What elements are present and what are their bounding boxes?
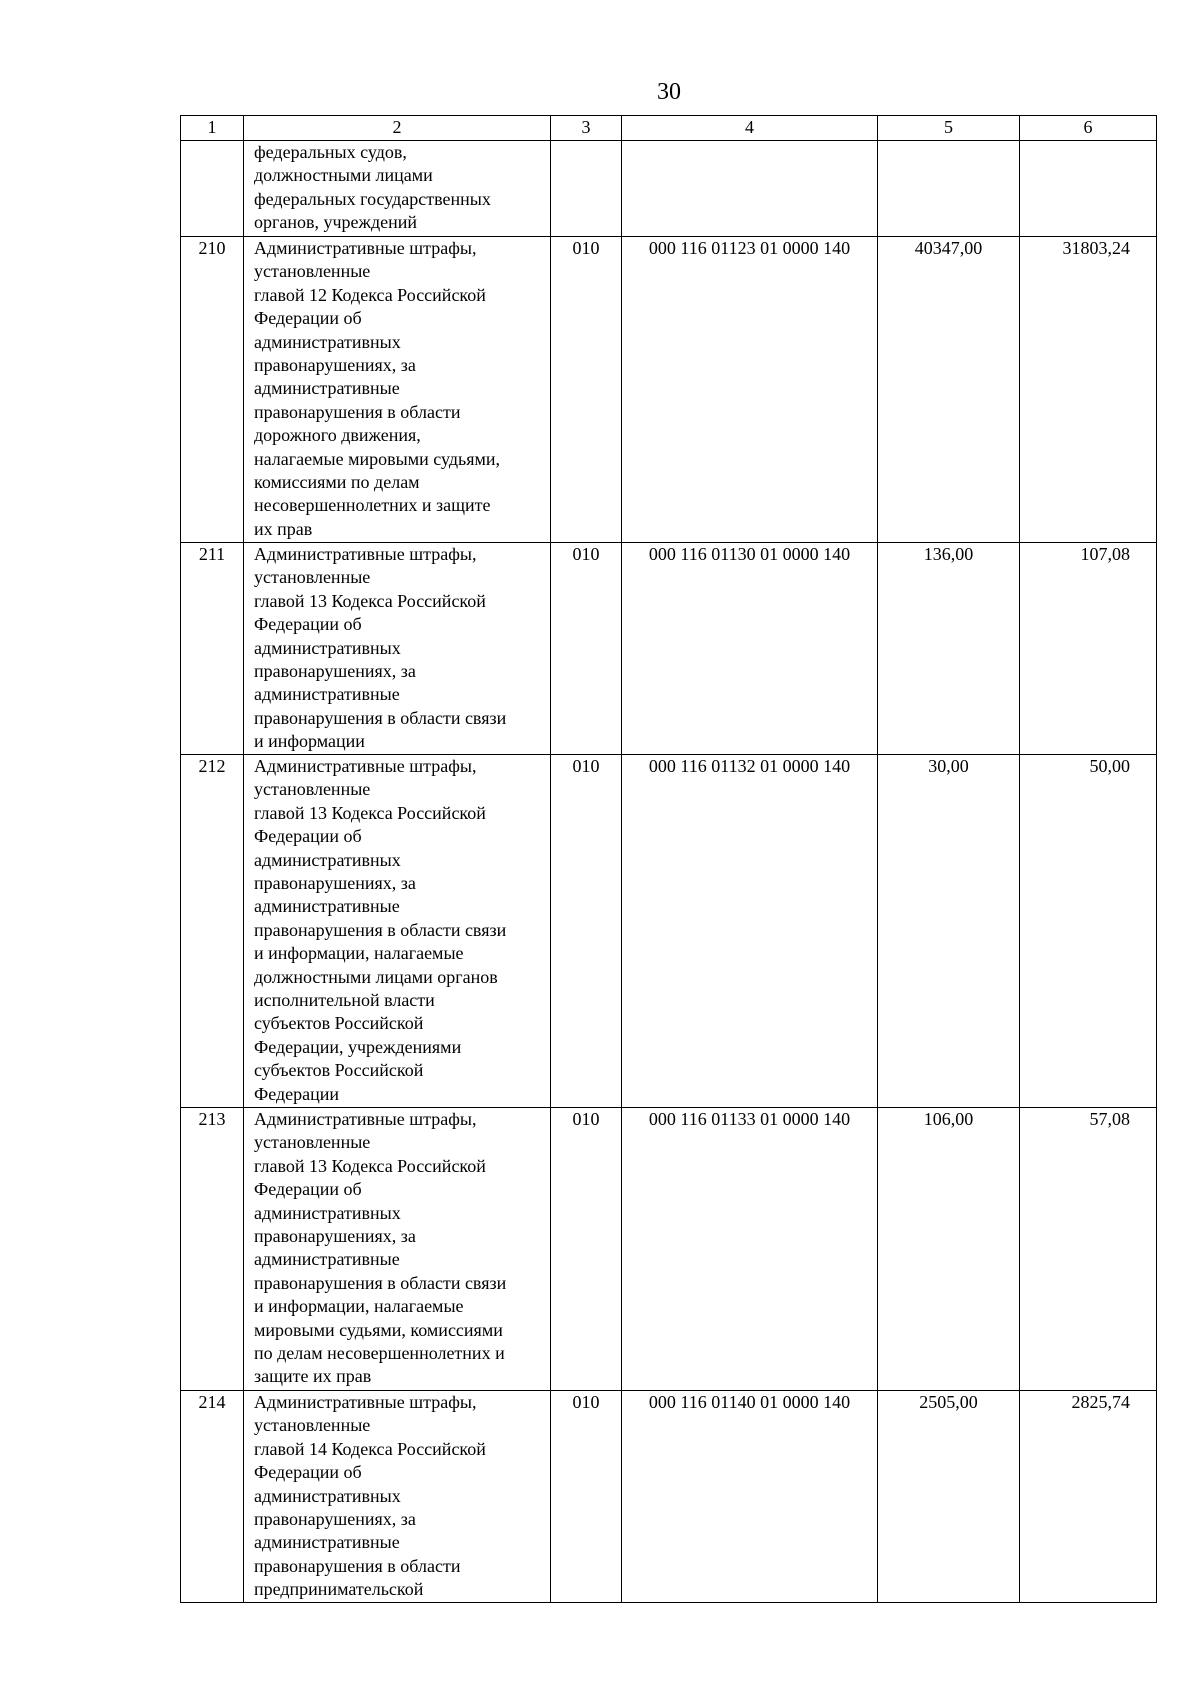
row-kbk: 000 116 01123 01 0000 140 [622, 237, 878, 543]
row-fact: 31803,24 [1020, 237, 1157, 543]
row-kbk: 000 116 01130 01 0000 140 [622, 543, 878, 755]
row-fact: 50,00 [1020, 755, 1157, 1108]
row-kbk: 000 116 01140 01 0000 140 [622, 1391, 878, 1603]
table-row [181, 755, 1157, 1108]
row-number: 211 [181, 543, 244, 755]
row-name: Административные штрафы, установленные главой 13 Кодекса Российской Федерации об административных правонарушениях, за административные правонарушения в области связи и информации, налагаемые должностными лицами органов исполнительной власти субъектов Российской Федерации, учреждениями субъектов Российской Федерации [244, 755, 551, 1108]
column-header: 2 [244, 116, 551, 141]
row-kbk: 000 116 01132 01 0000 140 [622, 755, 878, 1108]
row-name: Административные штрафы, установленные главой 13 Кодекса Российской Федерации об административных правонарушениях, за административные правонарушения в области связи и информации, налагаемые мировыми судьями, комиссиями по делам несовершеннолетних и защите их прав [244, 1108, 551, 1391]
column-header: 3 [551, 116, 622, 141]
table-row [181, 141, 1157, 237]
row-name: Административные штрафы, установленные главой 13 Кодекса Российской Федерации об административных правонарушениях, за административные правонарушения в области связи и информации [244, 543, 551, 755]
row-kbk: 000 116 01133 01 0000 140 [622, 1108, 878, 1391]
row-plan: 2505,00 [878, 1391, 1020, 1603]
revenue-table [180, 115, 1157, 1603]
row-plan [878, 141, 1020, 237]
table-row [181, 237, 1157, 543]
row-fact: 57,08 [1020, 1108, 1157, 1391]
row-kbk [622, 141, 878, 237]
row-number: 213 [181, 1108, 244, 1391]
table-row [181, 543, 1157, 755]
row-fact [1020, 141, 1157, 237]
column-header: 1 [181, 116, 244, 141]
row-name: Административные штрафы, установленные главой 12 Кодекса Российской Федерации об административных правонарушениях, за административные правонарушения в области дорожного движения, налагаемые мировыми судьями, комиссиями по делам несовершеннолетних и защите их прав [244, 237, 551, 543]
column-header: 4 [622, 116, 878, 141]
row-name: Административные штрафы, установленные главой 14 Кодекса Российской Федерации об административных правонарушениях, за административные правонарушения в области предпринимательской [244, 1391, 551, 1603]
row-code: 010 [551, 755, 622, 1108]
table-header-row [181, 116, 1157, 141]
row-plan: 106,00 [878, 1108, 1020, 1391]
row-plan: 40347,00 [878, 237, 1020, 543]
row-number [181, 141, 244, 237]
row-code: 010 [551, 1391, 622, 1603]
row-number: 214 [181, 1391, 244, 1603]
page-number: 30 [657, 79, 681, 105]
row-fact: 107,08 [1020, 543, 1157, 755]
row-code [551, 141, 622, 237]
row-code: 010 [551, 1108, 622, 1391]
row-plan: 136,00 [878, 543, 1020, 755]
row-code: 010 [551, 237, 622, 543]
row-number: 210 [181, 237, 244, 543]
table-row [181, 1108, 1157, 1391]
row-code: 010 [551, 543, 622, 755]
row-name: федеральных судов, должностными лицами федеральных государственных органов, учреждений [244, 141, 551, 237]
row-plan: 30,00 [878, 755, 1020, 1108]
row-number: 212 [181, 755, 244, 1108]
row-fact: 2825,74 [1020, 1391, 1157, 1603]
column-header: 5 [878, 116, 1020, 141]
column-header: 6 [1020, 116, 1157, 141]
table-row [181, 1391, 1157, 1603]
